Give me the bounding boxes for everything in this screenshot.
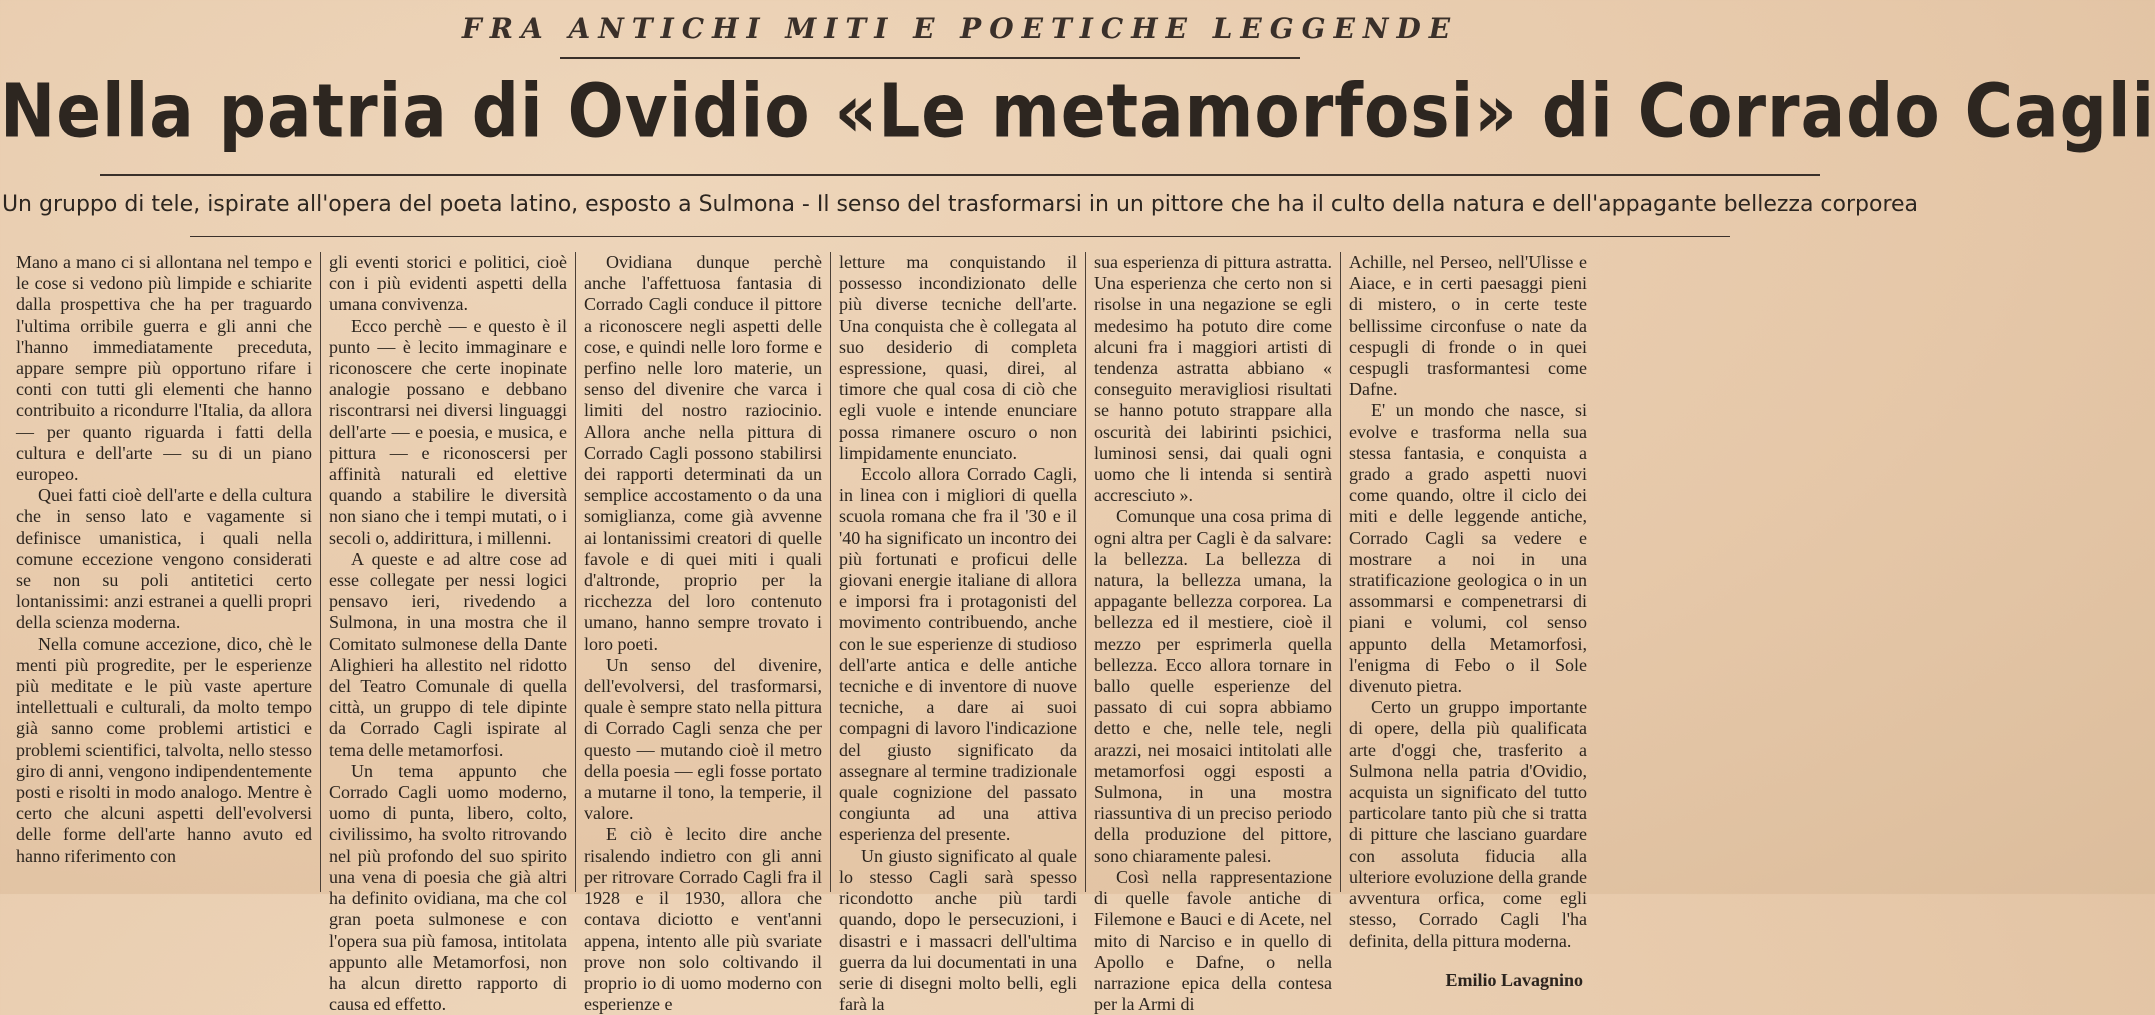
paragraph: E' un mondo che nasce, si evolve e trasforma nella sua stessa fantasia, e conquista a grado a grado aspetti nuovi come quando, oltre il ciclo dei miti e delle leggende antiche, Corrado Cagli sa vedere e mostrare a noi in una stratificazione geologica o in un assommarsi e compenetrarsi di piani e volumi, col senso appunto della Metamorfosi, l'enigma di Febo o il Sole divenuto pietra. [1349,400,1587,697]
column-1 [8,252,320,892]
paragraph: sua esperienza di pittura astratta. Una esperienza che certo non si risolse in una negazione se egli medesimo ha potuto dire come alcuni fra i maggiori artisti di tendenza astratta abbiano « conseguito meravigliosi risultati se hanno potuto strappare alla oscurità dei labirinti psichici, luminosi sensi, dai quali ogni uomo che li intenda si sentirà accresciuto ». [1094,252,1332,506]
paragraph: Un senso del divenire, dell'evolversi, del trasformarsi, quale è sempre stato nella pittura di Corrado Cagli senza che per questo — mutando cioè il metro della poesia — egli fosse portato a mutarne il tono, la temperie, il valore. [584,654,822,824]
subhead-rule [190,236,1730,237]
paragraph: Mano a mano ci si allontana nel tempo e le cose si vedono più limpide e schiarite dalla prospettiva che ha per traguardo l'ultima orribile guerra e gli anni che l'hanno immediatamente preceduta, appare sempre più opportuno rifare i conti con tutti gli elementi che hanno contribuito a ricondurre l'Italia, da allora — per quanto riguarda i fatti della cultura e dell'arte — su di un piano europeo. [16,252,312,485]
column-3 [575,252,830,1015]
headline-rule [100,174,1820,176]
paragraph: Ecco perchè — e questo è il punto — è lecito immaginare e riconoscere che certe inopinate analogie possano e debbano riscontrarsi nei diversi linguaggi dell'arte — e poesia, e musica, e pittura — e riconoscersi per affinità naturali ed elettive quando a stabilire le diversità non siano che i tempi mutati, o i secoli o, addirittura, i millenni. [329,315,567,548]
paragraph: Nella comune accezione, dico, chè le menti più progredite, per le esperienze più meditate e le più vaste aperture intellettuali e culturali, da molto tempo già sanno come problemi artistici e problemi scientifici, talvolta, nello stesso giro di anni, vengono indipendentemente posti e risolti in modo analogo. Mentre è certo che alcuni aspetti dell'evolversi delle forme dell'arte hanno avuto ed hanno riferimento con [16,633,312,866]
column-2 [320,252,575,1015]
paragraph: letture ma conquistando il possesso incondizionato delle più diverse tecniche dell'arte. Una conquista che è collegata al suo desiderio di completa espressione, quasi, direi, al timore che qual cosa di ciò che egli vuole e intende enunciare possa rimanere oscuro o non limpidamente enunciato. [839,252,1077,463]
paragraph: E ciò è lecito dire anche risalendo indietro con gli anni per ritrovare Corrado Cagli fra il 1928 e il 1930, allora che contava diciotto e vent'anni appena, intento alle più svariate prove non solo coltivando il proprio io di uomo moderno con esperienze e [584,824,822,1015]
headline: Nella patria di Ovidio «Le metamorfosi» di Corrado Cagli [0,68,2155,155]
paragraph: Ovidiana dunque perchè anche l'affettuosa fantasia di Corrado Cagli conduce il pittore a riconoscere negli aspetti delle cose, e quindi nelle loro forme e perfino nelle loro materie, un senso del divenire che varca i limiti del nostro raziocinio. Allora anche nella pittura di Corrado Cagli possono stabilirsi dei rapporti determinati da un semplice accostamento o da una somiglianza, come già avvenne ai lontanissimi creatori di quelle favole e di quei miti i quali d'altronde, proprio per la ricchezza del loro contenuto umano, hanno sempre trovato i loro poeti. [584,252,822,654]
paragraph: Un tema appunto che Corrado Cagli uomo moderno, uomo di punta, libero, colto, civilissimo, ha svolto ritrovando nel più profondo del suo spirito una vena di poesia che già altri ha definito ovidiana, ma che col gran poeta sulmonese e con l'opera sua più famosa, intitolata appunto alle Metamorfosi, non ha alcun diretto rapporto di causa ed effetto. [329,760,567,1015]
paragraph: Eccolo allora Corrado Cagli, in linea con i migliori di quella scuola romana che fra il '30 e il '40 ha significato un incontro dei più fortunati e proficui delle giovani energie italiane di allora e imporsi fra i protagonisti del movimento contribuendo, anche con le sue esperienze di studioso dell'arte antica e delle antiche tecniche e di inventore di nuove tecniche, a dare ai suoi compagni di lavoro l'indicazione del giusto significato da assegnare al termine tradizionale quale cognizione del passato congiunta ad una attiva esperienza del presente. [839,464,1077,845]
kicker: FRA ANTICHI MITI E POETICHE LEGGENDE [461,12,1459,45]
column-5 [1085,252,1340,1015]
paragraph: A queste e ad altre cose ad esse collegate per nessi logici pensavo ieri, rivedendo a Sulmona, in una mostra che il Comitato sulmonese della Dante Alighieri ha allestito nel ridotto del Teatro Comunale di quella città, un gruppo di tele dipinte da Corrado Cagli ispirate al tema delle metamorfosi. [329,548,567,760]
paragraph: Così nella rappresentazione di quelle favole antiche di Filemone e Bauci e di Acete, nel mito di Narciso e in quello di Apollo e Dafne, o nella narrazione epica della contesa per la Armi di [1094,866,1332,1015]
paragraph: Un giusto significato al quale lo stesso Cagli sarà spesso ricondotto anche più tardi quando, dopo le persecuzioni, i disastri e i massacri dell'ultima guerra da lui documentati in una serie di disegni molto belli, egli farà la [839,845,1077,1015]
author-signature: Emilio Lavagnino [1445,969,1583,990]
paragraph: gli eventi storici e politici, cioè con i più evidenti aspetti della umana convivenza. [329,252,567,315]
paragraph: Certo un gruppo importante di opere, della più qualificata arte d'oggi che, trasferito a Sulmona nella patria d'Ovidio, acquista un significato del tutto particolare tanto più che si tratta di pitture che lasciano guardare con assoluta fiducia alla ulteriore evoluzione della grande avventura orfica, come egli stesso, Corrado Cagli l'ha definita, della pittura moderna. [1349,697,1587,951]
kicker-rule [560,57,1300,59]
paragraph: Quei fatti cioè dell'arte e della cultura che in senso lato e vagamente si definisce umanistica, i quali nella comune eccezione vengono considerati se non su poli antitetici certo lontanissimi: anzi estranei a quelli propri della scienza moderna. [16,485,312,633]
subheadline: Un gruppo di tele, ispirate all'opera del poeta latino, esposto a Sulmona - Il senso del trasformarsi in un pittore che ha il culto della natura e dell'appagante bellezza corporea [1,192,1919,217]
column-6 [1340,252,1595,990]
paragraph: Achille, nel Perseo, nell'Ulisse e Aiace, e in certi paesaggi pieni di mistero, o in certe teste bellissime circonfuse o nate da cespugli di fronde o in quei cespugli trasformantesi come Dafne. [1349,252,1587,400]
article-columns [8,252,1908,1015]
paragraph: Comunque una cosa prima di ogni altra per Cagli è da salvare: la bellezza. La bellezza di natura, la bellezza umana, la appagante bellezza corporea. La bellezza ed il mestiere, cioè il mezzo per esprimerla quella bellezza. Ecco allora tornare in ballo quelle esperienze del passato di cui sopra abbiamo detto e che, nelle tele, negli arazzi, nei mosaici intitolati alle metamorfosi oggi esposti a Sulmona, in una mostra riassuntiva di un preciso periodo della produzione del pittore, sono chiaramente palesi. [1094,506,1332,866]
column-4 [830,252,1085,1015]
